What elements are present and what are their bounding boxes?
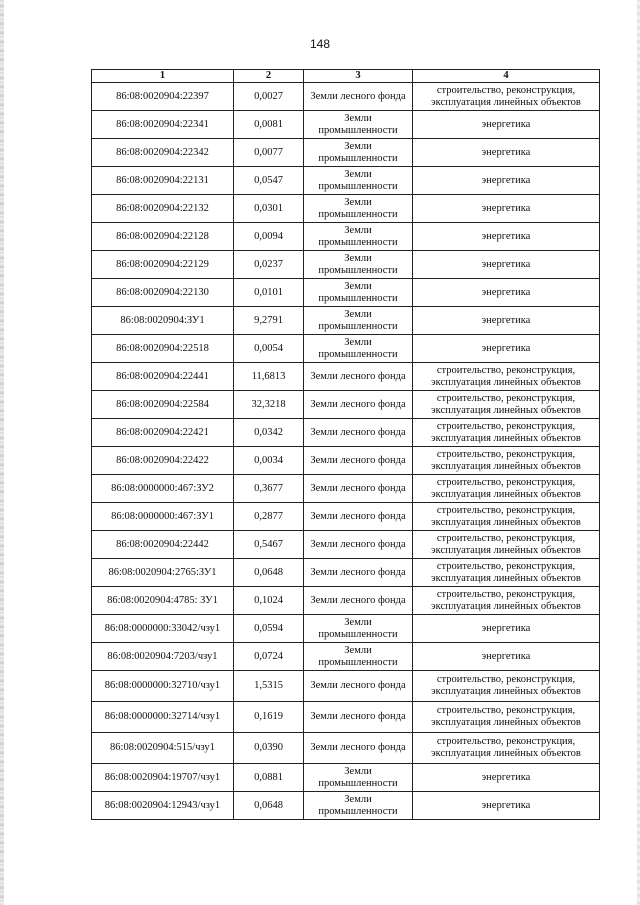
cadastral-number-cell: 86:08:0020904:ЗУ1	[92, 307, 234, 335]
permitted-use-cell: строительство, реконструкция, эксплуатация линейных объектов	[413, 531, 600, 559]
area-cell: 0,0081	[234, 111, 304, 139]
land-category-cell: Земли промышленности	[304, 167, 413, 195]
land-category-cell: Земли лесного фонда	[304, 363, 413, 391]
permitted-use-cell: энергетика	[413, 335, 600, 363]
land-plots-table	[91, 69, 600, 820]
land-category-cell: Земли промышленности	[304, 279, 413, 307]
area-cell: 0,0648	[234, 559, 304, 587]
land-category-cell: Земли промышленности	[304, 615, 413, 643]
permitted-use-cell: энергетика	[413, 615, 600, 643]
land-category-cell: Земли промышленности	[304, 139, 413, 167]
cadastral-number-cell: 86:08:0020904:2765:ЗУ1	[92, 559, 234, 587]
table-row	[92, 111, 600, 139]
area-cell: 0,5467	[234, 531, 304, 559]
table-row	[92, 475, 600, 503]
area-cell: 0,2877	[234, 503, 304, 531]
land-category-cell: Земли лесного фонда	[304, 83, 413, 111]
table-row	[92, 643, 600, 671]
table-row	[92, 251, 600, 279]
area-cell: 0,0237	[234, 251, 304, 279]
land-category-cell: Земли лесного фонда	[304, 587, 413, 615]
area-cell: 0,0342	[234, 419, 304, 447]
area-cell: 0,0594	[234, 615, 304, 643]
column-header-4: 4	[413, 70, 600, 83]
table-row	[92, 531, 600, 559]
area-cell: 0,0648	[234, 792, 304, 820]
table-row	[92, 559, 600, 587]
area-cell: 0,3677	[234, 475, 304, 503]
cadastral-number-cell: 86:08:0020904:22342	[92, 139, 234, 167]
permitted-use-cell: строительство, реконструкция, эксплуатация линейных объектов	[413, 559, 600, 587]
permitted-use-cell: строительство, реконструкция, эксплуатация линейных объектов	[413, 702, 600, 733]
table-row	[92, 167, 600, 195]
cadastral-number-cell: 86:08:0020904:22584	[92, 391, 234, 419]
cadastral-number-cell: 86:08:0000000:32714/чзу1	[92, 702, 234, 733]
table-row	[92, 447, 600, 475]
table-row	[92, 702, 600, 733]
table-body	[92, 83, 600, 820]
land-category-cell: Земли промышленности	[304, 195, 413, 223]
table-row	[92, 671, 600, 702]
area-cell: 0,0881	[234, 764, 304, 792]
table-row	[92, 419, 600, 447]
table-row	[92, 279, 600, 307]
cadastral-number-cell: 86:08:0020904:22518	[92, 335, 234, 363]
scan-edge-left	[0, 0, 4, 905]
area-cell: 0,0390	[234, 733, 304, 764]
area-cell: 9,2791	[234, 307, 304, 335]
cadastral-number-cell: 86:08:0020904:22129	[92, 251, 234, 279]
area-cell: 0,0094	[234, 223, 304, 251]
cadastral-number-cell: 86:08:0020904:22421	[92, 419, 234, 447]
cadastral-number-cell: 86:08:0020904:22132	[92, 195, 234, 223]
permitted-use-cell: энергетика	[413, 279, 600, 307]
land-category-cell: Земли промышленности	[304, 643, 413, 671]
permitted-use-cell: энергетика	[413, 111, 600, 139]
table-row	[92, 587, 600, 615]
land-category-cell: Земли лесного фонда	[304, 671, 413, 702]
land-category-cell: Земли промышленности	[304, 307, 413, 335]
land-category-cell: Земли лесного фонда	[304, 447, 413, 475]
land-category-cell: Земли лесного фонда	[304, 702, 413, 733]
area-cell: 0,0034	[234, 447, 304, 475]
permitted-use-cell: строительство, реконструкция, эксплуатация линейных объектов	[413, 391, 600, 419]
cadastral-number-cell: 86:08:0020904:22130	[92, 279, 234, 307]
permitted-use-cell: энергетика	[413, 251, 600, 279]
cadastral-number-cell: 86:08:0020904:515/чзу1	[92, 733, 234, 764]
table-row	[92, 335, 600, 363]
area-cell: 1,5315	[234, 671, 304, 702]
land-category-cell: Земли промышленности	[304, 335, 413, 363]
land-category-cell: Земли лесного фонда	[304, 559, 413, 587]
area-cell: 0,0077	[234, 139, 304, 167]
cadastral-number-cell: 86:08:0000000:467:ЗУ2	[92, 475, 234, 503]
area-cell: 0,0301	[234, 195, 304, 223]
table-row	[92, 223, 600, 251]
land-category-cell: Земли лесного фонда	[304, 503, 413, 531]
area-cell: 11,6813	[234, 363, 304, 391]
land-category-cell: Земли промышленности	[304, 792, 413, 820]
permitted-use-cell: строительство, реконструкция, эксплуатация линейных объектов	[413, 503, 600, 531]
permitted-use-cell: энергетика	[413, 167, 600, 195]
permitted-use-cell: энергетика	[413, 643, 600, 671]
cadastral-number-cell: 86:08:0020904:22422	[92, 447, 234, 475]
table-row	[92, 391, 600, 419]
table-row	[92, 139, 600, 167]
cadastral-number-cell: 86:08:0020904:22442	[92, 531, 234, 559]
permitted-use-cell: строительство, реконструкция, эксплуатация линейных объектов	[413, 419, 600, 447]
permitted-use-cell: энергетика	[413, 307, 600, 335]
land-category-cell: Земли лесного фонда	[304, 475, 413, 503]
cadastral-number-cell: 86:08:0000000:32710/чзу1	[92, 671, 234, 702]
permitted-use-cell: энергетика	[413, 195, 600, 223]
permitted-use-cell: строительство, реконструкция, эксплуатация линейных объектов	[413, 363, 600, 391]
area-cell: 0,0027	[234, 83, 304, 111]
cadastral-number-cell: 86:08:0020904:7203/чзу1	[92, 643, 234, 671]
table-row	[92, 195, 600, 223]
permitted-use-cell: энергетика	[413, 792, 600, 820]
table-row	[92, 83, 600, 111]
cadastral-number-cell: 86:08:0020904:22128	[92, 223, 234, 251]
table-row	[92, 307, 600, 335]
area-cell: 0,0547	[234, 167, 304, 195]
area-cell: 0,0054	[234, 335, 304, 363]
cadastral-number-cell: 86:08:0020904:22441	[92, 363, 234, 391]
area-cell: 0,1024	[234, 587, 304, 615]
table-row	[92, 733, 600, 764]
cadastral-number-cell: 86:08:0020904:4785: ЗУ1	[92, 587, 234, 615]
area-cell: 0,0101	[234, 279, 304, 307]
cadastral-number-cell: 86:08:0020904:22397	[92, 83, 234, 111]
land-category-cell: Земли лесного фонда	[304, 531, 413, 559]
land-category-cell: Земли лесного фонда	[304, 391, 413, 419]
permitted-use-cell: строительство, реконструкция, эксплуатация линейных объектов	[413, 587, 600, 615]
cadastral-number-cell: 86:08:0020904:22341	[92, 111, 234, 139]
permitted-use-cell: строительство, реконструкция, эксплуатация линейных объектов	[413, 671, 600, 702]
column-header-1: 1	[92, 70, 234, 83]
page-number: 148	[309, 37, 331, 51]
column-header-2: 2	[234, 70, 304, 83]
land-category-cell: Земли лесного фонда	[304, 419, 413, 447]
table-row	[92, 764, 600, 792]
permitted-use-cell: энергетика	[413, 223, 600, 251]
permitted-use-cell: строительство, реконструкция, эксплуатация линейных объектов	[413, 475, 600, 503]
table-row	[92, 503, 600, 531]
table-row	[92, 615, 600, 643]
permitted-use-cell: строительство, реконструкция, эксплуатация линейных объектов	[413, 447, 600, 475]
permitted-use-cell: строительство, реконструкция, эксплуатация линейных объектов	[413, 83, 600, 111]
cadastral-number-cell: 86:08:0020904:12943/чзу1	[92, 792, 234, 820]
cadastral-number-cell: 86:08:0020904:22131	[92, 167, 234, 195]
table-header-row	[92, 70, 600, 83]
land-category-cell: Земли промышленности	[304, 111, 413, 139]
cadastral-number-cell: 86:08:0020904:19707/чзу1	[92, 764, 234, 792]
column-header-3: 3	[304, 70, 413, 83]
land-category-cell: Земли промышленности	[304, 251, 413, 279]
land-category-cell: Земли промышленности	[304, 223, 413, 251]
cadastral-number-cell: 86:08:0000000:467:ЗУ1	[92, 503, 234, 531]
land-category-cell: Земли лесного фонда	[304, 733, 413, 764]
land-category-cell: Земли промышленности	[304, 764, 413, 792]
permitted-use-cell: энергетика	[413, 764, 600, 792]
area-cell: 0,0724	[234, 643, 304, 671]
cadastral-number-cell: 86:08:0000000:33042/чзу1	[92, 615, 234, 643]
table-row	[92, 792, 600, 820]
permitted-use-cell: энергетика	[413, 139, 600, 167]
area-cell: 0,1619	[234, 702, 304, 733]
permitted-use-cell: строительство, реконструкция, эксплуатация линейных объектов	[413, 733, 600, 764]
area-cell: 32,3218	[234, 391, 304, 419]
table-row	[92, 363, 600, 391]
